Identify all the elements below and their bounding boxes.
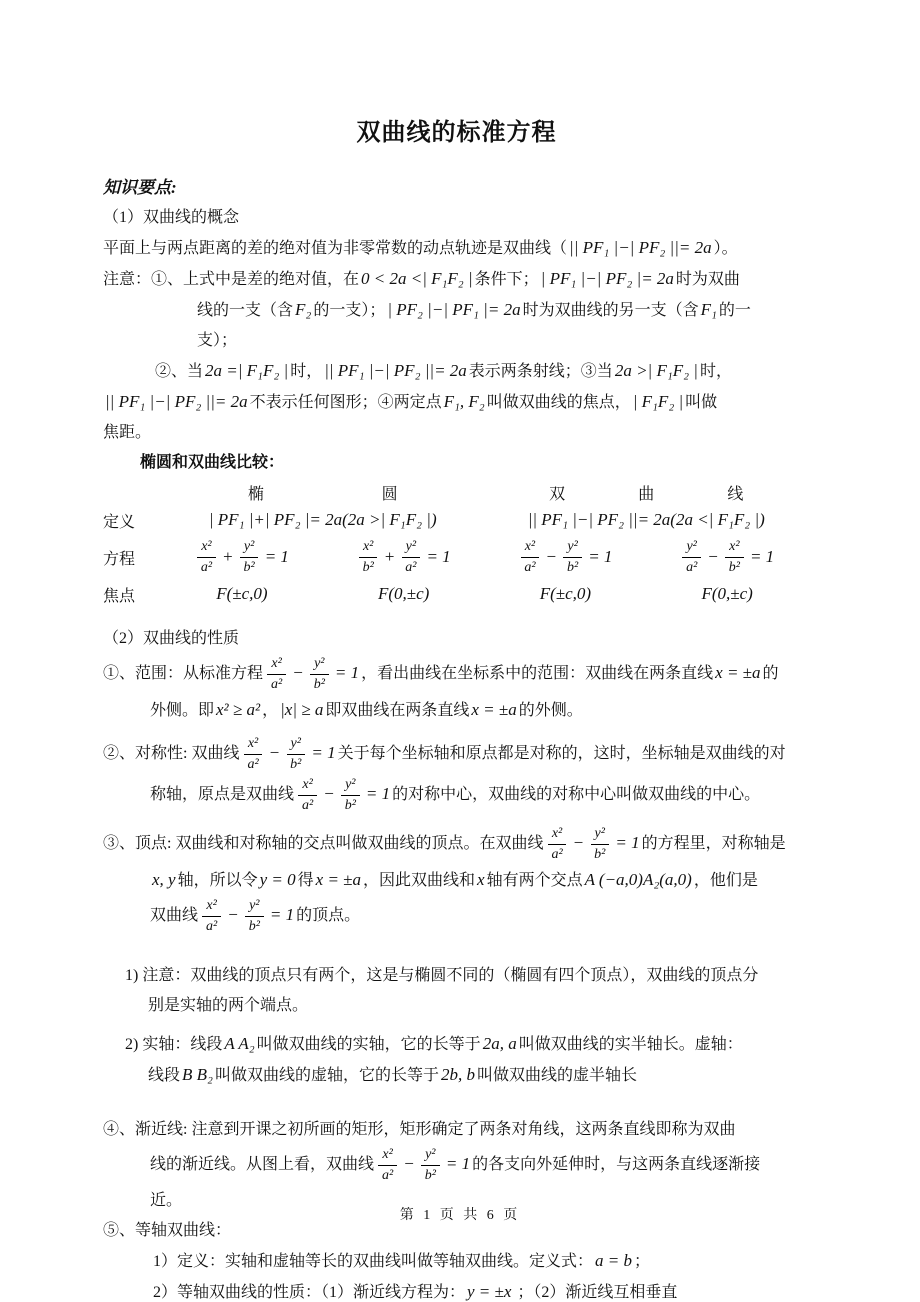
hyperbola-foci-y: F(0,±c) <box>701 584 753 603</box>
hyperbola-definition-line: 平面上与两点距离的差的绝对值为非零常数的动点轨迹是双曲线（ || PF₁ |−| PF₂ ||= 2a ）。 <box>103 238 738 257</box>
keypoints-heading: 知识要点: <box>103 178 177 197</box>
real-axis-line-2: 线段 B B₂ 叫做双曲线的虚轴，它的长等于 2b, b 叫做双曲线的虚半轴长 <box>148 1065 637 1084</box>
comparison-heading: 椭圆和双曲线比较： <box>140 454 285 471</box>
comparison-table <box>103 478 808 608</box>
ellipse-equation-y: $\frac{\text{x²}}{\text{b²}}$ + $\frac{\text{y²}}{\text{a²}}$ = 1 <box>323 537 485 578</box>
ellipse-equation-x: $\frac{\text{x²}}{\text{a²}}$ + $\frac{\text{y²}}{\text{b²}}$ = 1 <box>161 537 323 578</box>
equilateral-heading-line: ⑤、等轴双曲线： <box>103 1222 232 1239</box>
hyperbola-header-char: 曲 <box>638 485 655 503</box>
asymptote-line-1: ④、渐近线: 注意到开课之初所画的矩形，矩形确定了两条对角线，这两条直线即称为双曲 <box>103 1121 736 1138</box>
row-label-equation: 方程 <box>103 550 136 568</box>
hyperbola-definition-formula: || PF₁ |−| PF₂ ||= 2a(2a <| F₁F₂ |) <box>527 510 765 529</box>
vertex-line-2: x, y 轴，所以令 y = 0 得 x = ±a ，因此双曲线和 x 轴有两个交点 A (−a,0)A₂(a,0) ，他们是 <box>152 870 758 889</box>
note-line-3: 支）； <box>197 332 238 349</box>
symmetry-line-1: ②、对称性: 双曲线 $\frac{\text{x²}}{\text{a²}}$ − $\frac{\text{y²}}{\text{b²}}$ = 1 关于每个坐标轴和原点都是对称的，这时，坐标轴是双曲线的对 <box>103 736 786 772</box>
page-number-footer: 第 1 页 共 6 页 <box>399 1208 521 1223</box>
hyperbola-equation-y: $\frac{\text{y²}}{\text{a²}}$ − $\frac{\text{x²}}{\text{b²}}$ = 1 <box>646 537 808 578</box>
hyperbola-foci-x: F(±c,0) <box>539 584 592 603</box>
ellipse-header <box>161 481 485 504</box>
table-foci-row <box>103 580 808 608</box>
note-line-1: 注意：①、上式中是差的绝对值，在 0 < 2a <| F₁F₂ | 条件下； | PF₁ |−| PF₂ |= 2a 时为双曲 <box>103 269 740 288</box>
row-label-definition: 定义 <box>103 513 136 531</box>
hyperbola-header-char: 双 <box>549 485 566 503</box>
section-1-heading: （1）双曲线的概念 <box>103 209 240 226</box>
ellipse-foci-y: F(0,±c) <box>377 584 430 603</box>
vertex-note-line-2: 别是实轴的两个端点。 <box>148 997 309 1014</box>
table-header-row <box>103 478 808 506</box>
equilateral-property-line: 2）等轴双曲线的性质：（1）渐近线方程为： y = ±x ；（2）渐近线互相垂直 <box>153 1282 678 1301</box>
row-label-foci: 焦点 <box>103 587 136 605</box>
ellipse-header-char: 椭 <box>247 485 264 503</box>
vertex-line-3: 双曲线 $\frac{\text{x²}}{\text{a²}}$ − $\frac{\text{y²}}{\text{b²}}$ = 1 的顶点。 <box>150 898 361 934</box>
note-line-5: || PF₁ |−| PF₂ ||= 2a 不表示任何图形；④两定点 F₁, F₂ 叫做双曲线的焦点， | F₁F₂ | 叫做 <box>105 392 718 411</box>
note-line-2: 线的一支（含 F₂ 的一支）； | PF₂ |−| PF₁ |= 2a 时为双曲线的另一支（含 F₁ 的一 <box>197 300 751 319</box>
table-definition-row <box>103 506 808 534</box>
vertex-note-line-1: 1) 注意：双曲线的顶点只有两个，这是与椭圆不同的（椭圆有四个顶点），双曲线的顶点分 <box>125 967 759 984</box>
note-line-6: 焦距。 <box>103 424 152 441</box>
hyperbola-equation-x: $\frac{\text{x²}}{\text{a²}}$ − $\frac{\text{y²}}{\text{b²}}$ = 1 <box>485 537 647 578</box>
page-title: 双曲线的标准方程 <box>356 119 557 146</box>
range-line-1: ①、范围：从标准方程 $\frac{\text{x²}}{\text{a²}}$ − $\frac{\text{y²}}{\text{b²}}$ = 1 ，看出曲线在坐标系中的范围：双曲线在两条直线 x = ±a 的 <box>103 656 779 692</box>
ellipse-header-char: 圆 <box>381 485 398 503</box>
equilateral-definition-line: 1）定义：实轴和虚轴等长的双曲线叫做等轴双曲线。定义式： a = b ； <box>153 1251 651 1270</box>
real-axis-line-1: 2) 实轴：线段 A A₂ 叫做双曲线的实轴，它的长等于 2a, a 叫做双曲线的实半轴长。虚轴： <box>125 1034 743 1053</box>
symmetry-line-2: 称轴，原点是双曲线 $\frac{\text{x²}}{\text{a²}}$ − $\frac{\text{y²}}{\text{b²}}$ = 1 的对称中心，双曲线的对称中心叫做双曲线的中心。 <box>150 777 761 813</box>
table-equation-row <box>103 534 808 580</box>
ellipse-foci-x: F(±c,0) <box>216 584 268 603</box>
vertex-line-1: ③、顶点: 双曲线和对称轴的交点叫做双曲线的顶点。在双曲线 $\frac{\text{x²}}{\text{a²}}$ − $\frac{\text{y²}}{\text{b²}}$ = 1 的方程里，对称轴是 <box>103 826 786 862</box>
section-2-heading: （2）双曲线的性质 <box>103 630 240 647</box>
hyperbola-header-char: 线 <box>727 485 744 503</box>
note-line-4: ②、当 2a =| F₁F₂ | 时， || PF₁ |−| PF₂ ||= 2a 表示两条射线；③当 2a >| F₁F₂ | 时， <box>155 361 732 380</box>
asymptote-line-3: 近。 <box>150 1192 183 1209</box>
range-line-2: 外侧。即 x² ≥ a² ， |x| ≥ a 即双曲线在两条直线 x = ±a 的外侧。 <box>150 700 583 719</box>
hyperbola-header <box>485 481 809 504</box>
ellipse-definition-formula: | PF₁ |+| PF₂ |= 2a(2a >| F₁F₂ |) <box>208 510 437 529</box>
asymptote-line-2: 线的渐近线。从图上看，双曲线 $\frac{\text{x²}}{\text{a²}}$ − $\frac{\text{y²}}{\text{b²}}$ = 1 的各支向外延伸时，与这两条直线逐渐接 <box>150 1147 761 1183</box>
